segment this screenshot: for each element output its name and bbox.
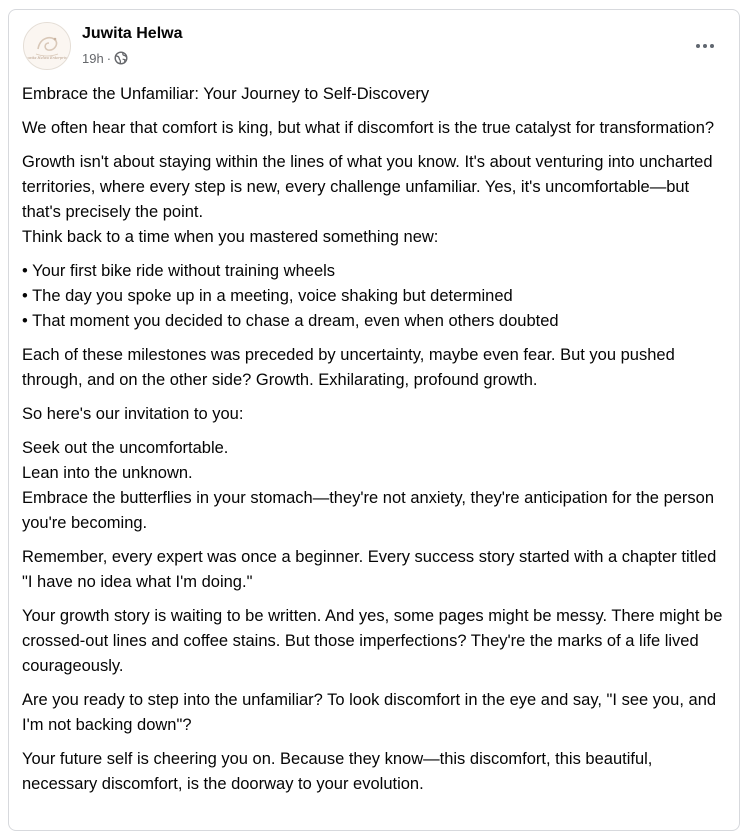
bullet-item: • That moment you decided to chase a dream, even when others doubted bbox=[22, 309, 728, 334]
bullet-item: • Your first bike ride without training wheels bbox=[22, 259, 728, 284]
post-paragraph: Seek out the uncomfortable. Lean into the unknown. Embrace the butterflies in your stomach—they're not anxiety, they're anticipation for the person you're becoming. bbox=[22, 439, 715, 532]
avatar[interactable] bbox=[23, 22, 71, 70]
post-header bbox=[23, 22, 723, 74]
globe-icon[interactable] bbox=[114, 51, 128, 65]
post-body bbox=[22, 82, 728, 797]
post-card bbox=[8, 9, 740, 831]
bullet-item: • The day you spoke up in a meeting, voice shaking but determined bbox=[22, 284, 728, 309]
post-meta bbox=[82, 49, 128, 67]
post-paragraph: We often hear that comfort is king, but what if discomfort is the true catalyst for transformation? bbox=[22, 119, 715, 137]
post-paragraph: Growth isn't about staying within the lines of what you know. It's about venturing into uncharted territories, where every step is new, every challenge unfamiliar. Yes, it's uncomfortable—but that's precisely the point. Think back to a time when you mastered something new: bbox=[22, 153, 713, 246]
post-title-paragraph: Embrace the Unfamiliar: Your Journey to Self-Discovery bbox=[22, 85, 430, 103]
author-name[interactable]: Juwita Helwa bbox=[82, 25, 183, 42]
post-paragraph: Remember, every expert was once a beginner. Every success story started with a chapter titled "I have no idea what I'm doing." bbox=[22, 548, 717, 591]
post-paragraph: Are you ready to step into the unfamiliar? To look discomfort in the eye and say, "I see you, and I'm not backing down"? bbox=[22, 691, 717, 734]
more-dot bbox=[710, 44, 714, 48]
avatar-logo-icon bbox=[24, 23, 70, 69]
post-paragraph: So here's our invitation to you: bbox=[22, 405, 244, 423]
bullet-list bbox=[22, 259, 728, 334]
more-dot bbox=[696, 44, 700, 48]
post-paragraph: Your future self is cheering you on. Because they know—this discomfort, this beautiful, necessary discomfort, is the doorway to your evolution. bbox=[22, 750, 653, 793]
avatar-brand-text: Juwita Helwa Enterprise bbox=[25, 56, 69, 60]
post-paragraph: Each of these milestones was preceded by uncertainty, maybe even fear. But you pushed through, and on the other side? Growth. Exhilarating, profound growth. bbox=[22, 346, 675, 389]
meta-separator: · bbox=[106, 50, 112, 66]
more-options-icon[interactable] bbox=[687, 36, 723, 56]
post-timestamp[interactable]: 19h bbox=[82, 50, 104, 66]
more-dot bbox=[703, 44, 707, 48]
post-paragraph: Your growth story is waiting to be written. And yes, some pages might be messy. There might be crossed-out lines and coffee stains. But those imperfections? They're the marks of a life lived courageously. bbox=[22, 607, 723, 675]
